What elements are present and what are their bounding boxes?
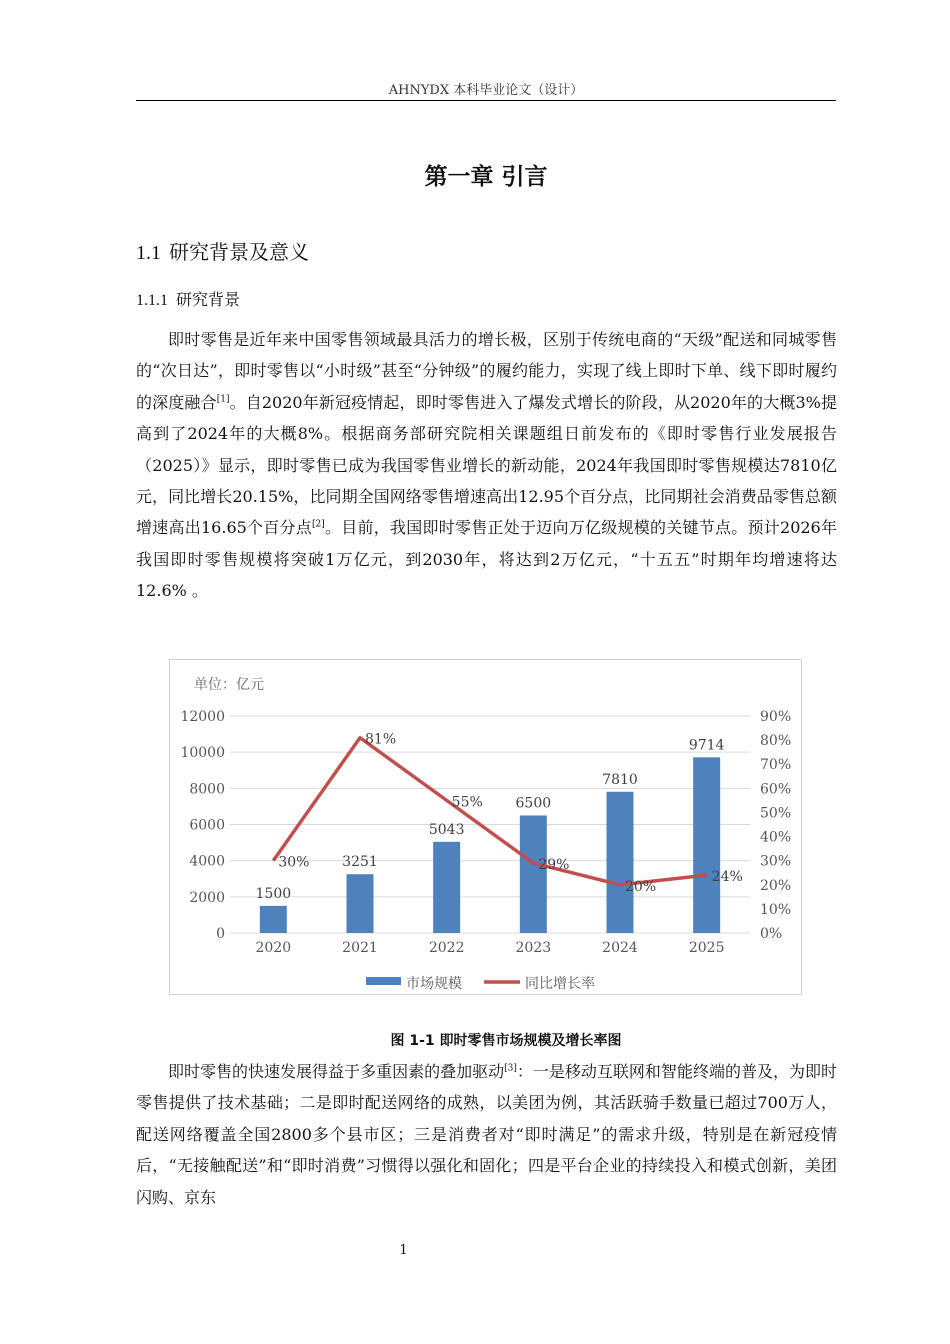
y-left-tick-label: 2000 xyxy=(189,889,225,906)
running-header: AHNYDX 本科毕业论文（设计） xyxy=(388,83,584,98)
citation-ref[interactable]: [1] xyxy=(216,394,230,405)
bar-data-label: 1500 xyxy=(255,885,292,902)
chart-bar xyxy=(260,906,287,933)
legend-bar-swatch xyxy=(366,977,401,985)
y-left-tick-label: 12000 xyxy=(180,709,225,725)
chart-canvas xyxy=(170,660,803,996)
y-right-tick-label: 30% xyxy=(760,853,792,870)
line-data-label: 81% xyxy=(365,731,397,748)
chart-unit-label: 单位：亿元 xyxy=(194,677,264,693)
y-right-tick-label: 80% xyxy=(760,733,792,750)
bar-data-label: 6500 xyxy=(515,795,552,812)
legend-bar-label: 市场规模 xyxy=(406,976,462,992)
y-right-tick-label: 40% xyxy=(760,829,792,846)
subsection-title: 研究背景 xyxy=(176,290,241,309)
legend-line-label: 同比增长率 xyxy=(525,976,595,992)
y-right-tick-label: 70% xyxy=(760,757,792,774)
market-chart xyxy=(169,659,802,995)
x-tick-label: 2021 xyxy=(342,940,378,956)
y-left-tick-label: 0 xyxy=(216,926,225,942)
line-data-label: 29% xyxy=(538,857,570,874)
x-tick-label: 2020 xyxy=(255,940,292,956)
citation-ref[interactable]: [3] xyxy=(504,1063,517,1074)
x-tick-label: 2023 xyxy=(515,940,552,956)
line-data-label: 30% xyxy=(278,854,310,871)
line-data-label: 20% xyxy=(625,878,657,895)
bar-data-label: 7810 xyxy=(602,771,638,788)
y-right-tick-label: 60% xyxy=(760,781,792,798)
figure-caption: 图 1-1 即时零售市场规模及增长率图 xyxy=(390,1033,622,1049)
x-tick-label: 2022 xyxy=(428,940,465,956)
bar-data-label: 5043 xyxy=(428,821,465,838)
x-tick-label: 2024 xyxy=(602,940,638,956)
paragraph-drivers xyxy=(136,1056,837,1213)
bar-data-label: 3251 xyxy=(342,854,378,871)
chart-bar xyxy=(347,874,374,933)
y-left-tick-label: 4000 xyxy=(189,853,225,870)
header-rule xyxy=(136,100,836,101)
bar-data-label: 9714 xyxy=(688,737,725,754)
paragraph-text: 。自2020年新冠疫情起，即时零售进入了爆发式增长的阶段，从2020年的大概3%提高到了2024年的大概8%。根据商务部研究院相关课题组日前发布的《即时零售行业发展报告（2025）》显示，即时零售已成为我国零售业增长的新动能，2024年我国即时零售规模达7810亿元，同比增长20.15%，比同期全国网络零售增速高出12.95个百分点，比同期社会消费品零售总额增速高出16.65个百分点 xyxy=(136,392,837,538)
page-number: 1 xyxy=(399,1243,408,1258)
paragraph-text: 。目前，我国即时零售正处于迈向万亿级规模的关键节点。预计2026年我国即时零售规模将突破1万亿元，到2030年，将达到2万亿元，“十五五”时期年均增速将达12.6% 。 xyxy=(136,518,837,601)
y-left-tick-label: 10000 xyxy=(180,745,225,762)
y-right-tick-label: 20% xyxy=(760,877,792,894)
chart-bar xyxy=(693,757,720,933)
growth-rate-line xyxy=(273,738,706,885)
y-right-tick-label: 90% xyxy=(760,709,792,725)
section-number: 1.1 xyxy=(136,242,161,264)
paragraph-text: 即时零售是近年来中国零售领域最具活力的增长极，区别于传统电商的“天级”配送和同城零售的“次日达”，即时零售以“小时级”甚至“分钟级”的履约能力，实现了线上即时下单、线下即时履约的深度融合 xyxy=(136,330,837,412)
citation-ref[interactable]: [2] xyxy=(312,520,325,531)
chart-bar xyxy=(520,815,547,933)
x-tick-label: 2025 xyxy=(688,940,725,956)
y-right-tick-label: 10% xyxy=(760,901,792,918)
subsection-number: 1.1.1 xyxy=(136,292,168,309)
paragraph-text: 即时零售的快速发展得益于多重因素的叠加驱动 xyxy=(168,1062,505,1081)
line-data-label: 55% xyxy=(451,794,483,811)
chapter-title: 第一章 引言 xyxy=(424,164,548,190)
y-right-tick-label: 0% xyxy=(760,926,783,942)
section-heading xyxy=(136,236,309,265)
y-right-tick-label: 50% xyxy=(760,805,792,822)
chart-bar xyxy=(433,842,460,933)
subsection-heading xyxy=(136,287,240,310)
y-left-tick-label: 8000 xyxy=(189,781,225,798)
y-left-tick-label: 6000 xyxy=(189,817,225,834)
paragraph-background xyxy=(136,324,837,607)
section-title: 研究背景及意义 xyxy=(169,240,309,264)
line-data-label: 24% xyxy=(711,869,743,886)
chart-bar xyxy=(607,792,634,933)
paragraph-text: ：一是移动互联网和智能终端的普及，为即时零售提供了技术基础；二是即时配送网络的成熟，以美团为例，其活跃骑手数量已超过700万人，配送网络覆盖全国2800多个县市区；三是消费者对“即时满足”的需求升级，特别是在新冠疫情后，“无接触配送”和“即时消费”习惯得以强化和固化；四是平台企业的持续投入和模式创新，美团闪购、京东 xyxy=(136,1062,837,1207)
